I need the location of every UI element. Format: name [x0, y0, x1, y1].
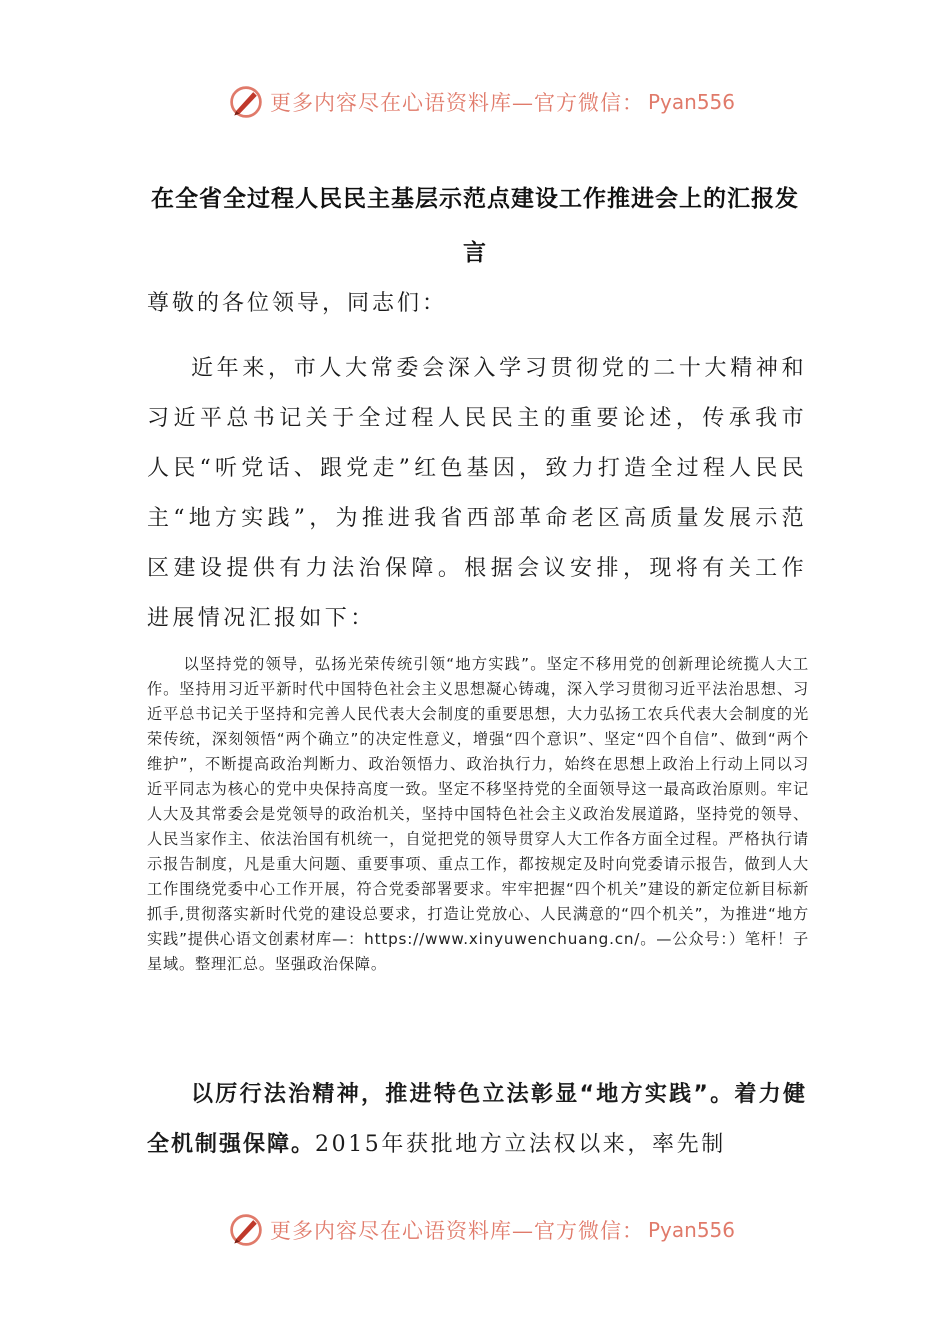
- section-2-text: 2015年获批地方立法权以来，率先制: [315, 1132, 726, 1157]
- section-2-heading: 以厉行法治精神，推进特色立法彰显“地方实践”。着力健全机制强保障。: [147, 1082, 807, 1157]
- intro-paragraph: 近年来，市人大常委会深入学习贯彻党的二十大精神和习近平总书记关于全过程人民民主的重要论述，传承我市人民“听党话、跟党走”红色基因，致力打造全过程人民民主“地方实践”，为推进我省西部革命老区高质量发展示范区建设提供有力法治保障。根据会议安排，现将有关工作进展情况汇报如下：: [147, 356, 807, 631]
- salutation: 尊敬的各位领导，同志们：: [147, 291, 448, 316]
- banner-text: 更多内容尽在心语资料库—官方微信：: [270, 91, 644, 115]
- pen-circle-logo-icon: [228, 1212, 264, 1248]
- footer-banner: [228, 1210, 735, 1250]
- header-banner: [228, 82, 735, 122]
- section-2-paragraph: [147, 1070, 807, 1170]
- banner-wechat-id: Pyan556: [648, 1218, 736, 1242]
- document-title: 在全省全过程人民民主基层示范点建设工作推进会上的汇报发言: [151, 186, 799, 266]
- section-1-paragraph: 以坚持党的领导，弘扬光荣传统引领“地方实践”。坚定不移用党的创新理论统揽人大工作。坚持用习近平新时代中国特色社会主义思想凝心铸魂，深入学习贯彻习近平法治思想、习近平总书记关于坚持和完善人民代表大会制度的重要思想，大力弘扬工农兵代表大会制度的光荣传统，深刻领悟“两个确立”的决定性意义，增强“四个意识”、坚定“四个自信”、做到“两个维护”，不断提高政治判断力、政治领悟力、政治执行力，始终在思想上政治上行动上同以习近平同志为核心的党中央保持高度一致。坚定不移坚持党的全面领导这一最高政治原则。牢记人大及其常委会是党领导的政治机关，坚持中国特色社会主义政治发展道路，坚持党的领导、人民当家作主、依法治国有机统一，自觉把党的领导贯穿人大工作各方面全过程。严格执行请示报告制度，凡是重大问题、重要事项、重点工作，都按规定及时向党委请示报告，做到人大工作围绕党委中心工作开展，符合党委部署要求。牢牢把握“四个机关”建设的新定位新目标新抓手,贯彻落实新时代党的建设总要求，打造让党放心、人民满意的“四个机关”，为推进“地方实践”提供心语文创素材库—：https://www.xinyuwenchuang.cn/。—公众号：）笔杆！子星域。整理汇总。坚强政治保障。: [147, 655, 809, 973]
- banner-wechat-id: Pyan556: [648, 90, 736, 114]
- banner-text: 更多内容尽在心语资料库—官方微信：: [270, 1219, 644, 1243]
- pen-circle-logo-icon: [228, 84, 264, 120]
